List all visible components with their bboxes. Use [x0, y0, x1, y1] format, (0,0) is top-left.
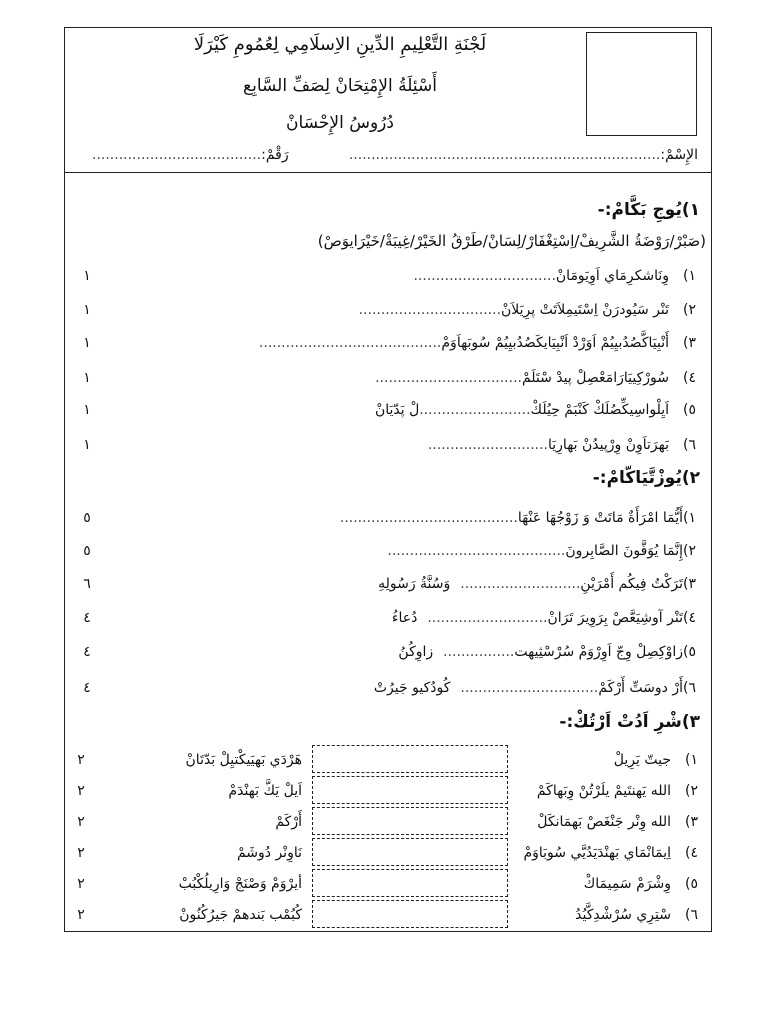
match-number: ٥)	[685, 876, 698, 892]
match-column-a-text: سْتِرِي سُرْشْدِكَّيُدُ	[575, 907, 671, 923]
match-column-a-item	[584, 876, 698, 892]
match-column-a-text: الله وِنْر جَنْغَصْ بَهمَانكَلْ	[537, 814, 671, 830]
question-row	[375, 370, 696, 386]
mark-value: ٥	[83, 543, 91, 559]
mark-value: ١	[83, 402, 91, 418]
mark-value: ٢	[77, 845, 85, 861]
question-number: ٤)	[683, 370, 696, 386]
mark-value: ١	[83, 370, 91, 386]
mark-value: ٤	[83, 644, 91, 660]
match-number: ٦)	[685, 907, 698, 923]
question-row	[375, 402, 696, 418]
question-number: ٢)	[683, 543, 696, 559]
mark-value: ٦	[83, 576, 91, 592]
match-column-a-item	[575, 907, 698, 923]
question-text: تَنْر سَيُودرَنْ اِسْتَيمِلاَتَتْ پرِيَلاَنْ	[501, 302, 669, 318]
name-dots: ......................................................................	[348, 147, 661, 163]
roll-number-field[interactable]	[92, 147, 289, 163]
answer-blank[interactable]: ...........................	[460, 576, 581, 592]
question-text: تَنْر آوشِيَعَّصْ بِرَوِيرَ تَرَانْ	[547, 610, 683, 626]
match-column-a-text: الله يَهنتَيمْ يلَرْتُنْ وِبَهاكَمْ	[536, 783, 671, 799]
question-number: ٣)	[683, 576, 696, 592]
photo-box	[586, 32, 697, 136]
question-number: ١)	[683, 268, 696, 284]
number-dots: ......................................	[92, 147, 262, 163]
mark-value: ٤	[83, 680, 91, 696]
mark-value: ١	[83, 268, 91, 284]
mark-value: ١	[83, 302, 91, 318]
word-bank: (صَبْرْ/رَوْضَةُ الشَّرِيفْ/اِسْتِغْفَارْ/لِسَانْ/طَرْقُ الخَيْرْ/غِيبَةْ/خَيْرَايوَصْ)	[317, 232, 706, 250]
answer-blank[interactable]: ...........................	[427, 610, 548, 626]
match-answer-box[interactable]	[312, 838, 508, 866]
answer-blank[interactable]: ................................	[358, 302, 502, 318]
question-number: ٥)	[683, 402, 696, 418]
question-text: تَرَكْتُ فِيكُم أَمْرَيْنِ	[580, 576, 683, 592]
mark-value: ٢	[77, 876, 85, 892]
question-suffix: وَسُنَّةُ رَسُولِهِ	[378, 576, 451, 592]
header-separator	[64, 172, 712, 173]
question-text: إِنَّمَا يُوَفَّونَ الصَّابِرونَ	[565, 543, 683, 559]
answer-blank[interactable]: ................................	[413, 268, 556, 284]
answer-blank[interactable]: .........................	[419, 402, 531, 418]
question-number: ٢)	[683, 302, 696, 318]
mark-value: ١	[83, 437, 91, 453]
question-row	[428, 437, 696, 453]
question-number: ٣)	[683, 335, 696, 351]
subject-title: دُرُوسُ الإِحْسَانْ	[286, 113, 394, 133]
match-column-a-text: وِشْرَمْ سَمِيمَاكْ	[583, 876, 671, 892]
match-answer-box[interactable]	[312, 869, 508, 897]
match-column-a-item	[537, 814, 698, 830]
question-number: ٥)	[683, 644, 696, 660]
mark-value: ٢	[77, 783, 85, 799]
question-number: ٦)	[683, 680, 696, 696]
answer-blank[interactable]: ........................................	[339, 510, 518, 526]
match-number: ٤)	[685, 845, 698, 861]
mark-value: ٤	[83, 610, 91, 626]
match-column-b-text: اَيلْ يَكَّ بَهنْدَمْ	[228, 783, 302, 799]
number-label: رَقْمْ:	[261, 147, 289, 163]
answer-blank[interactable]: ...........................	[427, 437, 548, 453]
question-row	[374, 680, 696, 696]
mark-value: ٢	[77, 752, 85, 768]
match-answer-box[interactable]	[312, 776, 508, 804]
question-suffix: لْ پَدّيَانْ	[374, 402, 420, 418]
question-row	[359, 302, 696, 318]
question-text: بَهرَتاَوِنْ وِرْپيدُنْ بَهارِيَا	[548, 437, 669, 453]
name-label: الإِسْمْ:	[660, 147, 698, 163]
section3-title: ٣)شْرِ اَدُتْ اَرْتُكْ:-	[559, 712, 700, 732]
match-column-b-text: نَاوِنْر دُوشَمْ	[236, 845, 302, 861]
answer-blank[interactable]: ........................................	[387, 543, 566, 559]
match-answer-box[interactable]	[312, 900, 508, 928]
question-text: وِنَاشكرِمَاي اَوِيَومَانْ	[555, 268, 669, 284]
match-column-b-text: كُبُمْب بَندهمْ جَيرُكُنُونْ	[179, 907, 302, 923]
question-text: أَنْبِيَاكَّصُدُبيِيُمْ اَوَرْدْ اَنْبِيَايكَصُدُبيِيُمْ سُوبَهاَوَمْ	[441, 335, 669, 351]
student-name-field[interactable]	[349, 147, 698, 163]
question-text: اَيِلْواسِيكِّصُلَكْ كَنْبَمْ حِيُلَكْ	[530, 402, 669, 418]
question-row	[392, 610, 696, 626]
question-row	[340, 510, 696, 526]
question-row	[398, 644, 696, 660]
mark-value: ١	[83, 335, 91, 351]
mark-value: ٢	[77, 907, 85, 923]
answer-blank[interactable]: .................................	[375, 370, 522, 386]
question-row	[413, 268, 696, 284]
match-column-b-text: أَرْكَمْ	[275, 814, 302, 830]
match-column-a-item	[523, 845, 698, 861]
question-row	[387, 543, 696, 559]
question-row	[378, 576, 696, 592]
committee-title: لَجْنَةِ التَّعْلِيمِ الدِّينِ الاِسلَامِي لِعُمُومِ كَيْرَلَا	[193, 34, 487, 55]
mark-value: ٥	[83, 510, 91, 526]
match-answer-box[interactable]	[312, 807, 508, 835]
section1-title: ١)يُوجِ بَكَّامْ:-	[597, 200, 700, 220]
match-answer-box[interactable]	[312, 745, 508, 773]
answer-blank[interactable]: ...............................	[460, 680, 599, 696]
question-number: ٤)	[683, 610, 696, 626]
question-text: سُورْكِييَارَامَعْصِلْ پيدْ سْتَلَمْ	[521, 370, 669, 386]
match-column-a-text: جيتّ يَرِيلْ	[613, 752, 671, 768]
section2-title: ٢)يُوزْتَّيَاكّامْ:-	[592, 468, 700, 488]
question-row	[259, 335, 696, 351]
question-number: ٦)	[683, 437, 696, 453]
match-column-b-text: أيرْوَمْ وَصْنَجْ وَارِيلُكْبُبْ	[178, 876, 302, 892]
answer-blank[interactable]: ................	[443, 644, 515, 660]
question-suffix: دُعاءُ	[391, 610, 418, 626]
answer-blank[interactable]: .........................................	[258, 335, 442, 351]
exam-title: أَسْئِلَةُ الإِمْتِحَانْ لِصَفِّ السَّابِع	[243, 76, 437, 96]
match-column-a-item	[537, 783, 698, 799]
mark-value: ٢	[77, 814, 85, 830]
question-suffix: كُودُكيو جَيرُتْ	[373, 680, 451, 696]
match-number: ٣)	[685, 814, 698, 830]
match-column-a-item	[614, 752, 698, 768]
match-number: ١)	[685, 752, 698, 768]
match-number: ٢)	[685, 783, 698, 799]
match-column-a-text: اِيمَانْمَاي بَهنْدَيَدُيَّي سُوبَاوَمْ	[523, 845, 671, 861]
match-column-b-text: هَرْدَي بَهيَيكْتيِلْ بَدّتَانْ	[185, 752, 302, 768]
question-text: أَرْ دوسَتِّ أَرْكَمْ	[598, 680, 683, 696]
question-text: أَيُّمَا امْرَأَةٌ مَاتَتْ وَ زَوْجُهَا عَنْهَا	[517, 510, 683, 526]
question-suffix: زاوِكُنُ	[398, 644, 434, 660]
question-number: ١)	[683, 510, 696, 526]
question-text: زاوْكِصِلْ وِجّ اَوِرْوَمْ سُرْسْثِيهت	[514, 644, 683, 660]
